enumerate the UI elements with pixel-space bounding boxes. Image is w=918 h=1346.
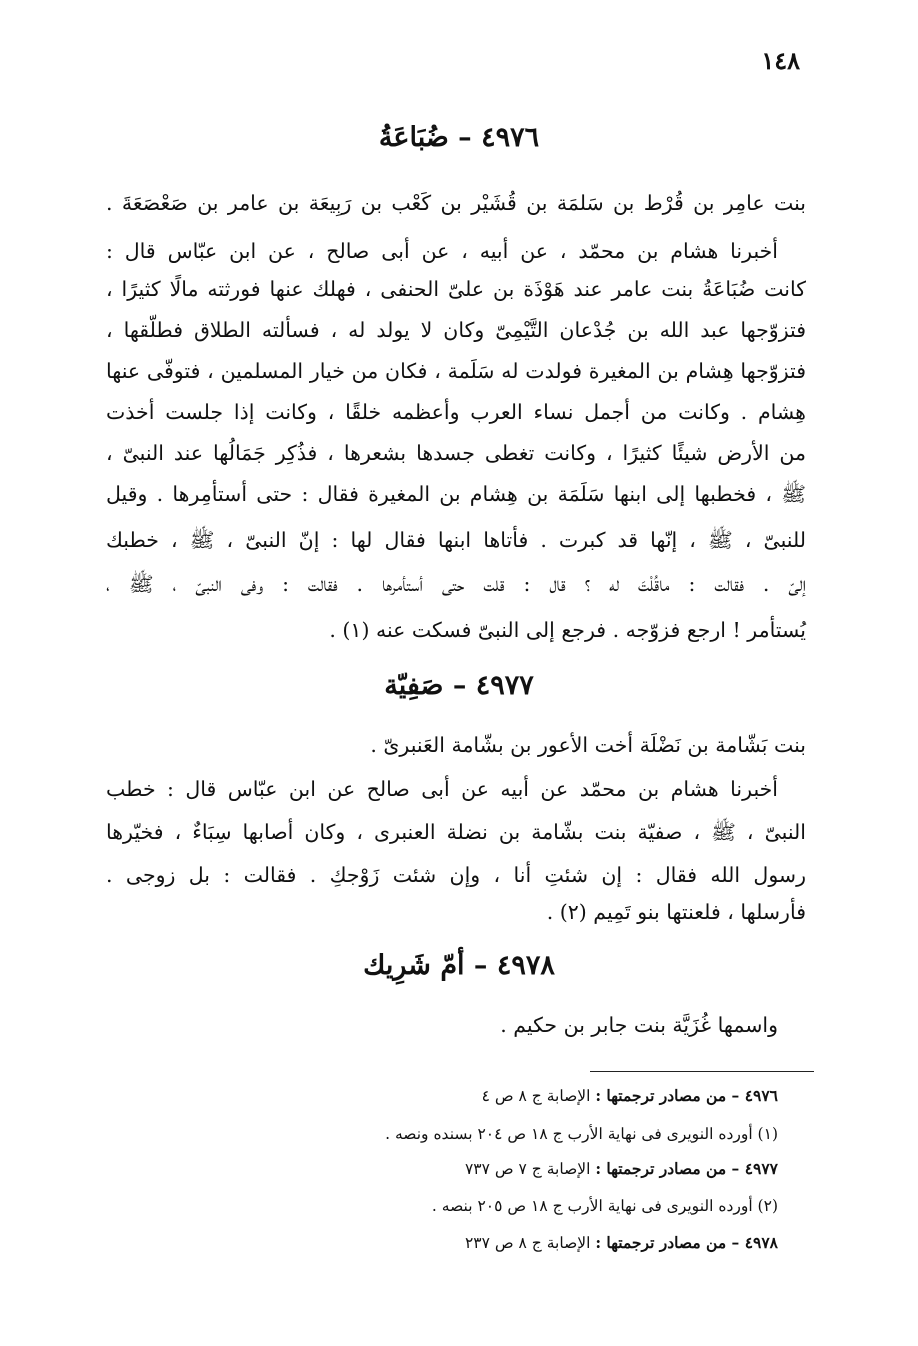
footnote-source-label: ٤٩٧٧ – من مصادر ترجمتها : [595,1159,778,1178]
text-line: فتزوّجها هِشام بن المغيرة فولدت له سَلَمة ، فكان من خيار المسلمين ، فتوفّى عنها [106,359,806,383]
footnote-text: الإصابة ج ٧ ص ٧٣٧ [464,1160,596,1178]
page-number: ١٤٨ [761,46,800,75]
text-line: بنت عامِر بن قُرْط بن سَلمَة بن قُشَيْر بن كَعْب بن رَبِيعَة بن عامر بن صَعْصَعَةَ . [106,191,806,215]
text-line: بنت بَشّامة بن نَضْلَة أخت الأعور بن بشّامة العَنبرىّ . [370,733,806,757]
footnote-divider [590,1071,814,1072]
footnote-line [108,1156,778,1182]
text-line: هِشام . وكانت من أجمل نساء العرب وأعظمه خلقًا ، وكانت إذا جلست أخذت [106,400,806,424]
text-line: أخبرنا هشام بن محمّد ، عن أبيه ، عن أبى صالح ، عن ابن عبّاس قال : [106,239,778,263]
text-line: ﷺ ، فخطبها إلى ابنها سَلَمَة بن هِشام بن المغيرة فقال : حتى أستأمِرها . وقيل [106,482,806,506]
text-line: فتزوّجها عبد الله بن جُدْعان التَّيْمِىّ وكان لا يولد له ، فسألته الطلاق فطلّقها ، [106,318,806,342]
entry-heading-4976: ٤٩٧٦ – ضُبَاعَةُ [378,122,540,153]
footnote-line [108,1083,778,1109]
text-line: إلىّ . فقالت : ماقُلْتَ له ؟ قال : قلت حتى أستأمرها . فقالت : وفى النبىّ ، ﷺ ، [106,572,806,596]
footnote-source-label: ٤٩٧٨ – من مصادر ترجمتها : [595,1233,778,1252]
text-line: رسول الله فقال : إن شئتِ أنا ، وإن شئت زَوْجكِ . فقالت : بل زوجى . [106,863,806,887]
footnote-text: الإصابة ج ٨ ص ٢٣٧ [464,1234,596,1252]
entry-heading-4977: ٤٩٧٧ – صَفِيّة [384,670,534,701]
footnote-text: (٢) أورده النويرى فى نهاية الأرب ج ١٨ ص ٢٠٥ بنصه . [431,1197,778,1215]
footnote-line [108,1121,778,1147]
text-line: فأرسلها ، فلعنتها بنو تَمِيم (٢) . [546,900,806,924]
footnote-source-label: ٤٩٧٦ – من مصادر ترجمتها : [595,1086,778,1105]
entry-heading-4978: ٤٩٧٨ – أمّ شَرِيك [363,950,555,981]
text-line: من الأرض شيئًا كثيرًا ، وكانت تغطى جسدها بشعرها ، فذُكِر جَمَالُها عند النبىّ ، [106,441,806,465]
text-line: أخبرنا هشام بن محمّد عن أبيه عن أبى صالح عن ابن عبّاس قال : خطب [106,777,778,801]
text-line: للنبىّ ، ﷺ ، إنّها قد كبرت . فأتاها ابنها فقال لها : إنّ النبىّ ، ﷺ ، خطبك [106,528,806,552]
footnote-line [108,1230,778,1256]
text-line: كانت ضُبَاعَةُ بنت عامر عند هَوْذَة بن علىّ الحنفى ، فهلك عنها فورثته مالًا كثيرًا ، [106,277,806,301]
text-line: واسمها غُزَيَّة بنت جابر بن حكيم . [500,1013,778,1037]
text-line: النبىّ ، ﷺ ، صفيّة بنت بشّامة بن نضلة العنبرى ، وكان أصابها سِبَاءٌ ، فخيّرها [106,820,806,844]
footnote-text: (١) أورده النويرى فى نهاية الأرب ج ١٨ ص ٢٠٤ بسنده ونصه . [385,1125,778,1143]
footnote-line [108,1193,778,1219]
footnote-text: الإصابة ج ٨ ص ٤ [481,1087,596,1105]
text-line: يُستأمر ! ارجع فزوّجه . فرجع إلى النبىّ فسكت عنه (١) . [329,618,806,642]
